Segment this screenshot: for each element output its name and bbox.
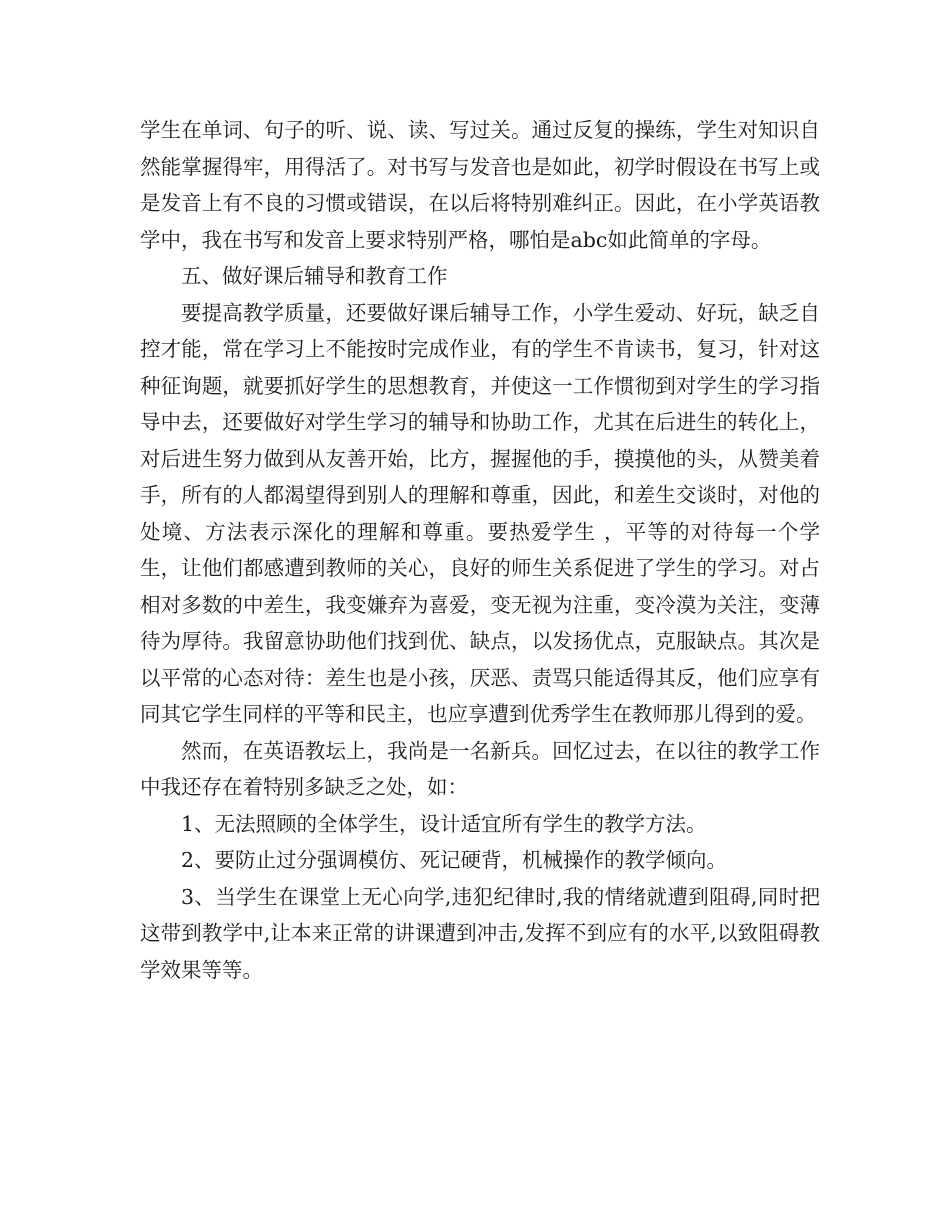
paragraph-reflection: 然而，在英语教坛上，我尚是一名新兵。回忆过去，在以往的教学工作中我还存在着特别多缺乏之处，如： (140, 738, 820, 799)
paragraph-tutoring: 要提高教学质量，还要做好课后辅导工作，小学生爱动、好玩，缺乏自控才能，常在学习上不能按时完成作业，有的学生不肯读书，复习，针对这种征询题，就要抓好学生的思想教育，并使这一工作惯彻到对学生的学习指导中去，还要做好对学生学习的辅导和协助工作，尤其在后进生的转化上，对后进生努力做到从友善开始，比方，握握他的手，摸摸他的头，从赞美着手，所有的人都渴望得到别人的理解和尊重，因此，和差生交谈时，对他的处境、方法表示深化的理解和尊重。要热爱学生 ，平等的对待每一个学生，让他们都感遭到教师的关心，良好的师生关系促进了学生的学习。对占相对多数的中差生，我变嫌弃为喜爱，变无视为注重，变冷漠为关注，变薄待为厚待。我留意协助他们找到优、缺点，以发扬优点，克服缺点。其次是以平常的心态对待：差生也是小孩，厌恶、责骂只能适得其反，他们应享有同其它学生同样的平等和民主，也应享遭到优秀学生在教师那儿得到的爱。 (140, 300, 820, 726)
paragraph-continuation: 学生在单词、句子的听、说、读、写过关。通过反复的操练，学生对知识自然能掌握得牢，用得活了。对书写与发音也是如此，初学时假设在书写上或是发音上有不良的习惯或错误，在以后将特别难纠正。因此，在小学英语教学中，我在书写和发音上要求特别严格，哪怕是abc如此简单的字母。 (140, 118, 820, 252)
list-item-1: 1、无法照顾的全体学生，设计适宜所有学生的教学方法。 (181, 811, 707, 836)
document-page (140, 112, 820, 988)
section-heading-five: 五、做好课后辅导和教育工作 (181, 264, 448, 288)
list-item-2: 2、要防止过分强调模仿、死记硬背，机械操作的教学倾向。 (181, 848, 728, 872)
list-item-3: 3、当学生在课堂上无心向学,违犯纪律时,我的情绪就遭到阻碍,同时把这带到教学中,让本来正常的讲课遭到冲击,发挥不到应有的水平,以致阻碍教学效果等等。 (140, 884, 820, 982)
